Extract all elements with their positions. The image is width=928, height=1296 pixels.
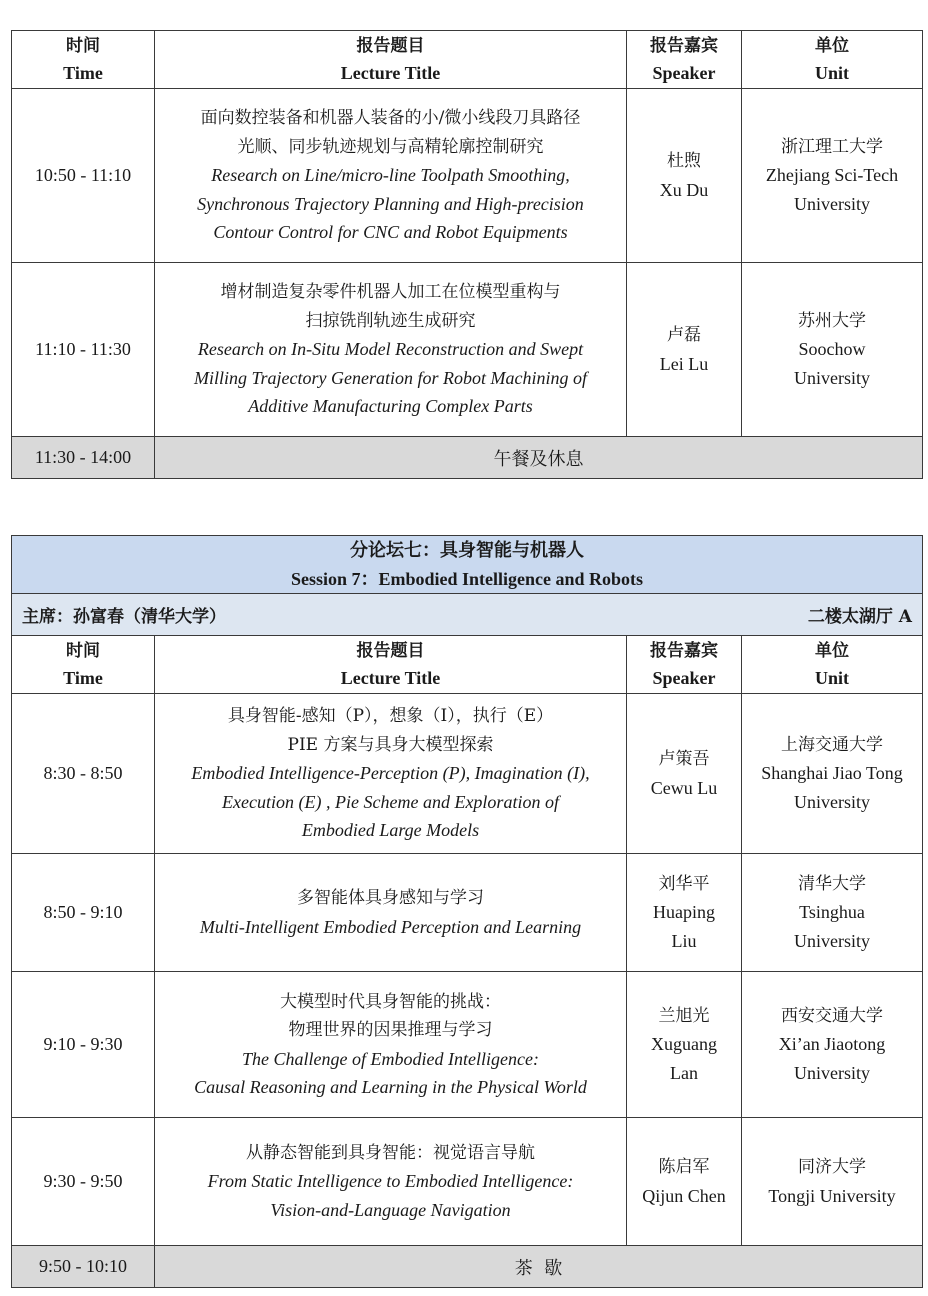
title-header: 报告题目 Lecture Title <box>155 636 627 694</box>
chair-cell <box>12 594 923 636</box>
table-row <box>12 694 923 854</box>
lecture-title-cell: 大模型时代具身智能的挑战： 物理世界的因果推理与学习 The Challenge of Embodied Intelligence: Causal Reasoning and Learning in the Physical World <box>155 972 627 1118</box>
table-row <box>12 972 923 1118</box>
speaker-cell: 卢策吾 Cewu Lu <box>627 694 742 854</box>
time-header: 时间 Time <box>12 636 155 694</box>
speaker-cell: 刘华平 Huaping Liu <box>627 854 742 972</box>
speaker-header: 报告嘉宾 Speaker <box>627 31 742 89</box>
lecture-title-cell: 具身智能-感知（P），想象（I），执行（E） PIE 方案与具身大模型探索 Embodied Intelligence-Perception (P), Imagination (I), Execution (E) , Pie Scheme and Exploration of Embodied Large Models <box>155 694 627 854</box>
time-cell: 10:50 - 11:10 <box>12 89 155 263</box>
break-time-cell: 9:50 - 10:10 <box>12 1246 155 1288</box>
break-row <box>12 1246 923 1288</box>
session-title: 分论坛七：具身智能与机器人 Session 7：Embodied Intelligence and Robots <box>12 536 923 594</box>
table-row <box>12 89 923 263</box>
time-header: 时间 Time <box>12 31 155 89</box>
time-cell: 11:10 - 11:30 <box>12 263 155 437</box>
time-cell: 8:50 - 9:10 <box>12 854 155 972</box>
break-label: 茶 歇 <box>155 1246 923 1288</box>
chair-name: 主席：孙富春（清华大学） <box>22 607 226 627</box>
table-row <box>12 854 923 972</box>
unit-cell: 上海交通大学 Shanghai Jiao Tong University <box>742 694 923 854</box>
table-row <box>12 1118 923 1246</box>
time-cell: 9:10 - 9:30 <box>12 972 155 1118</box>
speaker-header: 报告嘉宾 Speaker <box>627 636 742 694</box>
header-row <box>12 31 923 89</box>
unit-cell: 清华大学 Tsinghua University <box>742 854 923 972</box>
lecture-title-cell: 面向数控装备和机器人装备的小/微小线段刀具路径 光顺、同步轨迹规划与高精轮廓控制研究 Research on Line/micro-line Toolpath Smoothing, Synchronous Trajectory Planning and High-precision Contour Control for CNC and Robot Equipments <box>155 89 627 263</box>
chair-row <box>12 594 923 636</box>
schedule-table-1 <box>11 30 923 479</box>
unit-header: 单位 Unit <box>742 31 923 89</box>
time-cell: 8:30 - 8:50 <box>12 694 155 854</box>
session-title-row <box>12 536 923 594</box>
unit-cell: 浙江理工大学 Zhejiang Sci-Tech University <box>742 89 923 263</box>
unit-cell: 苏州大学 Soochow University <box>742 263 923 437</box>
lecture-title-cell: 增材制造复杂零件机器人加工在位模型重构与 扫掠铣削轨迹生成研究 Research on In-Situ Model Reconstruction and Swept Milling Trajectory Generation for Robot Machining of Additive Manufacturing Complex Parts <box>155 263 627 437</box>
unit-header: 单位 Unit <box>742 636 923 694</box>
break-label: 午餐及休息 <box>155 437 923 479</box>
speaker-cell: 兰旭光 Xuguang Lan <box>627 972 742 1118</box>
speaker-cell: 杜煦 Xu Du <box>627 89 742 263</box>
schedule-table-session7 <box>11 535 923 1288</box>
speaker-cell: 陈启军 Qijun Chen <box>627 1118 742 1246</box>
unit-cell: 西安交通大学 Xi’an Jiaotong University <box>742 972 923 1118</box>
lecture-title-cell: 从静态智能到具身智能：视觉语言导航 From Static Intelligence to Embodied Intelligence: Vision-and-Language Navigation <box>155 1118 627 1246</box>
table-row <box>12 263 923 437</box>
header-row <box>12 636 923 694</box>
unit-cell: 同济大学 Tongji University <box>742 1118 923 1246</box>
speaker-cell: 卢磊 Lei Lu <box>627 263 742 437</box>
time-cell: 9:30 - 9:50 <box>12 1118 155 1246</box>
lecture-title-cell: 多智能体具身感知与学习 Multi-Intelligent Embodied Perception and Learning <box>155 854 627 972</box>
break-row <box>12 437 923 479</box>
room-name: 二楼太湖厅 A <box>807 607 912 627</box>
title-header: 报告题目 Lecture Title <box>155 31 627 89</box>
break-time-cell: 11:30 - 14:00 <box>12 437 155 479</box>
